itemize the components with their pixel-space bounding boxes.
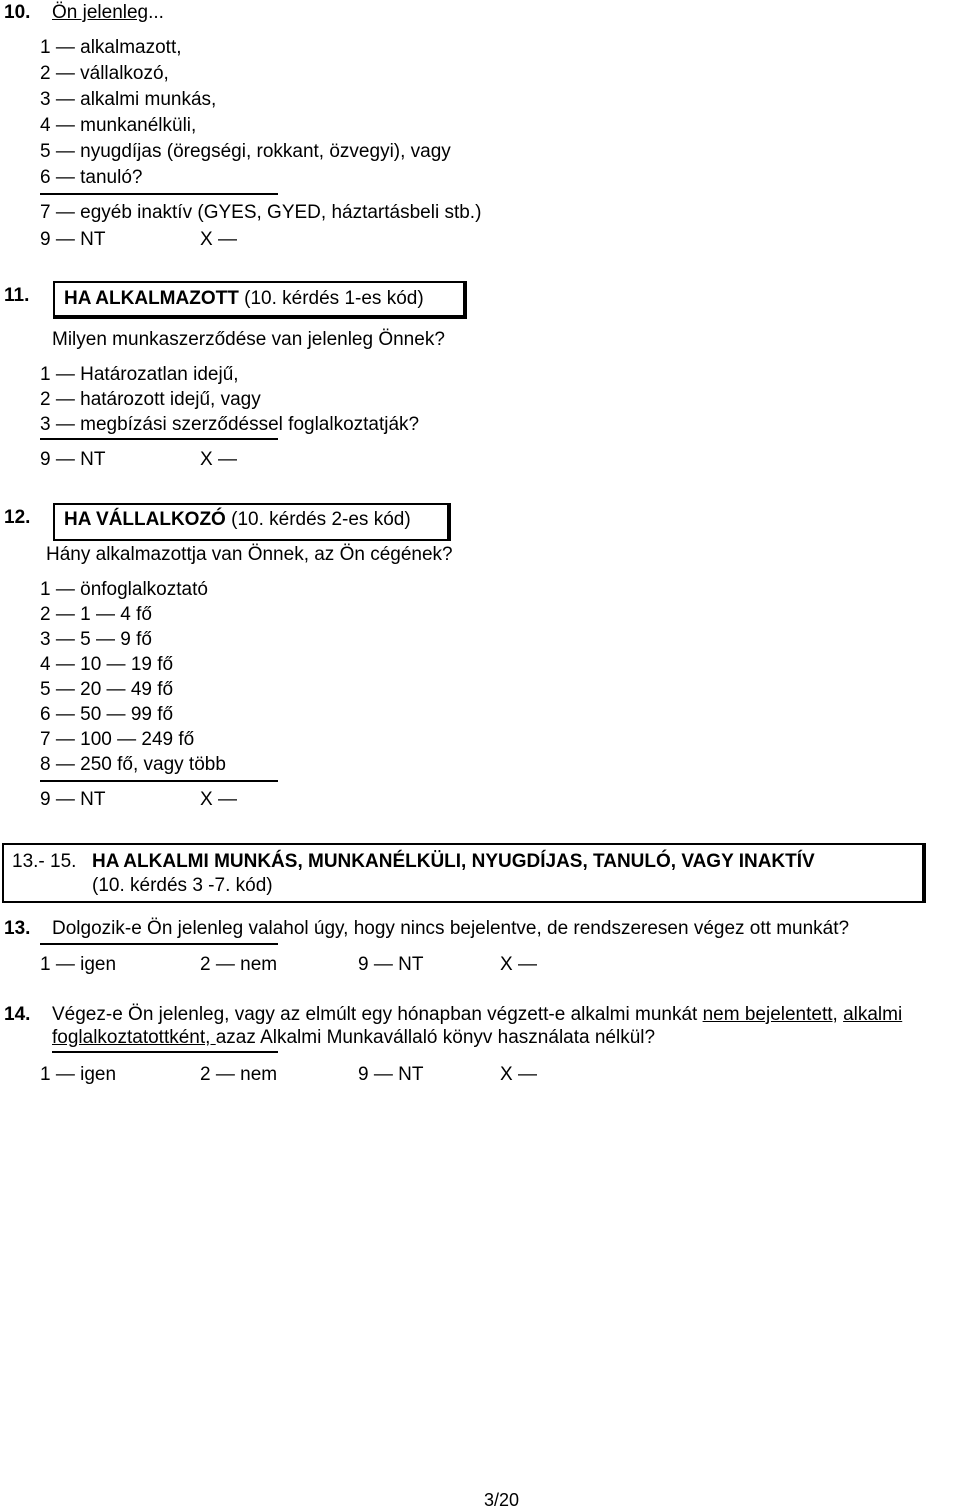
q10-title-rest: ... (148, 2, 164, 23)
q12-filter-text (64, 509, 411, 531)
q13-15-box-shadow-right (922, 843, 926, 903)
q11-filter-rest: (10. kérdés 1-es kód) (238, 288, 424, 309)
page-number: 3/20 (484, 1490, 520, 1510)
q12-option-2: 2 — 1 — 4 fő (40, 604, 152, 625)
q14-number: 14. (4, 1004, 31, 1025)
q12-option-5: 5 — 20 — 49 fő (40, 679, 174, 700)
q14-text-underline1: nem bejelentett (702, 1004, 833, 1025)
q11-question: Milyen munkaszerződése van jelenleg Önnek? (52, 329, 445, 350)
q10-number: 10. (4, 2, 31, 23)
q10-option-7: 7 — egyéb inaktív (GYES, GYED, háztartásbeli stb.) (40, 202, 482, 223)
q11-option-x: X — (200, 449, 237, 470)
q13-15-number: 13.- 15. (12, 851, 77, 872)
q14-text-underline2: alkalmi (843, 1004, 903, 1025)
q10-option-6: 6 — tanuló? (40, 167, 143, 188)
q13-option-x: X — (500, 954, 537, 975)
q14-option-yes: 1 — igen (40, 1064, 117, 1085)
q12-filter-bold: HA VÁLLALKOZÓ (64, 509, 226, 530)
q11-option-3: 3 — megbízási szerződéssel foglalkoztatják? (40, 414, 420, 435)
q13-divider (40, 943, 278, 945)
q12-option-x: X — (200, 789, 237, 810)
q11-filter-bold: HA ALKALMAZOTT (64, 288, 239, 309)
q13-15-filter-line2: (10. kérdés 3 -7. kód) (92, 875, 273, 896)
q10-title (52, 2, 164, 24)
q14-text-underline3: foglalkoztatottként, (52, 1027, 216, 1048)
q12-option-4: 4 — 10 — 19 fő (40, 654, 174, 675)
q14-text-part3: azaz Alkalmi Munkavállaló könyv használata nélkül? (215, 1027, 656, 1048)
q11-option-nt: 9 — NT (40, 449, 106, 470)
q10-option-5: 5 — nyugdíjas (öregségi, rokkant, özvegyi), vagy (40, 141, 451, 162)
q10-option-nt: 9 — NT (40, 229, 106, 250)
q12-option-1: 1 — önfoglalkoztató (40, 579, 208, 600)
q10-title-underlined: Ön jelenleg (52, 2, 149, 23)
q14-text-part2: , (832, 1004, 844, 1025)
q13-option-nt: 9 — NT (358, 954, 424, 975)
q11-number: 11. (4, 285, 30, 306)
q10-option-2: 2 — vállalkozó, (40, 63, 169, 84)
q14-option-nt: 9 — NT (358, 1064, 424, 1085)
q12-option-nt: 9 — NT (40, 789, 106, 810)
q14-divider (52, 1051, 278, 1053)
q14-option-x: X — (500, 1064, 537, 1085)
q10-option-3: 3 — alkalmi munkás, (40, 89, 217, 110)
q12-option-7: 7 — 100 — 249 fő (40, 729, 195, 750)
q11-divider (40, 438, 278, 440)
q12-divider (40, 780, 278, 782)
q12-filter-rest: (10. kérdés 2-es kód) (225, 509, 411, 530)
q10-option-4: 4 — munkanélküli, (40, 115, 197, 136)
q13-option-yes: 1 — igen (40, 954, 117, 975)
q12-number: 12. (4, 507, 31, 528)
q11-option-1: 1 — Határozatlan idejű, (40, 364, 239, 385)
q14-question-line2 (52, 1027, 655, 1049)
q10-option-1: 1 — alkalmazott, (40, 37, 182, 58)
q11-box-shadow-bottom (53, 315, 467, 319)
q10-divider (40, 193, 278, 195)
q13-number: 13. (4, 918, 31, 939)
q11-box-shadow-right (463, 281, 467, 319)
q11-option-2: 2 — határozott idejű, vagy (40, 389, 261, 410)
q13-option-no: 2 — nem (200, 954, 278, 975)
q13-question: Dolgozik-e Ön jelenleg valahol úgy, hogy nincs bejelentve, de rendszeresen végez ott munkát? (52, 918, 850, 939)
q13-15-filter-line1: HA ALKALMI MUNKÁS, MUNKANÉLKÜLI, NYUGDÍJAS, TANULÓ, VAGY INAKTÍV (92, 851, 815, 872)
q12-option-3: 3 — 5 — 9 fő (40, 629, 152, 650)
q12-box-shadow-right (447, 503, 451, 541)
q12-option-6: 6 — 50 — 99 fő (40, 704, 174, 725)
q12-question: Hány alkalmazottja van Önnek, az Ön cégének? (46, 544, 453, 565)
q14-question-line1 (52, 1004, 902, 1026)
q14-option-no: 2 — nem (200, 1064, 278, 1085)
q10-option-x: X — (200, 229, 237, 250)
q12-option-8: 8 — 250 fő, vagy több (40, 754, 226, 775)
q14-text-part1: Végez-e Ön jelenleg, vagy az elmúlt egy hónapban végzett-e alkalmi munkát (52, 1004, 703, 1025)
q11-filter-text (64, 288, 424, 310)
